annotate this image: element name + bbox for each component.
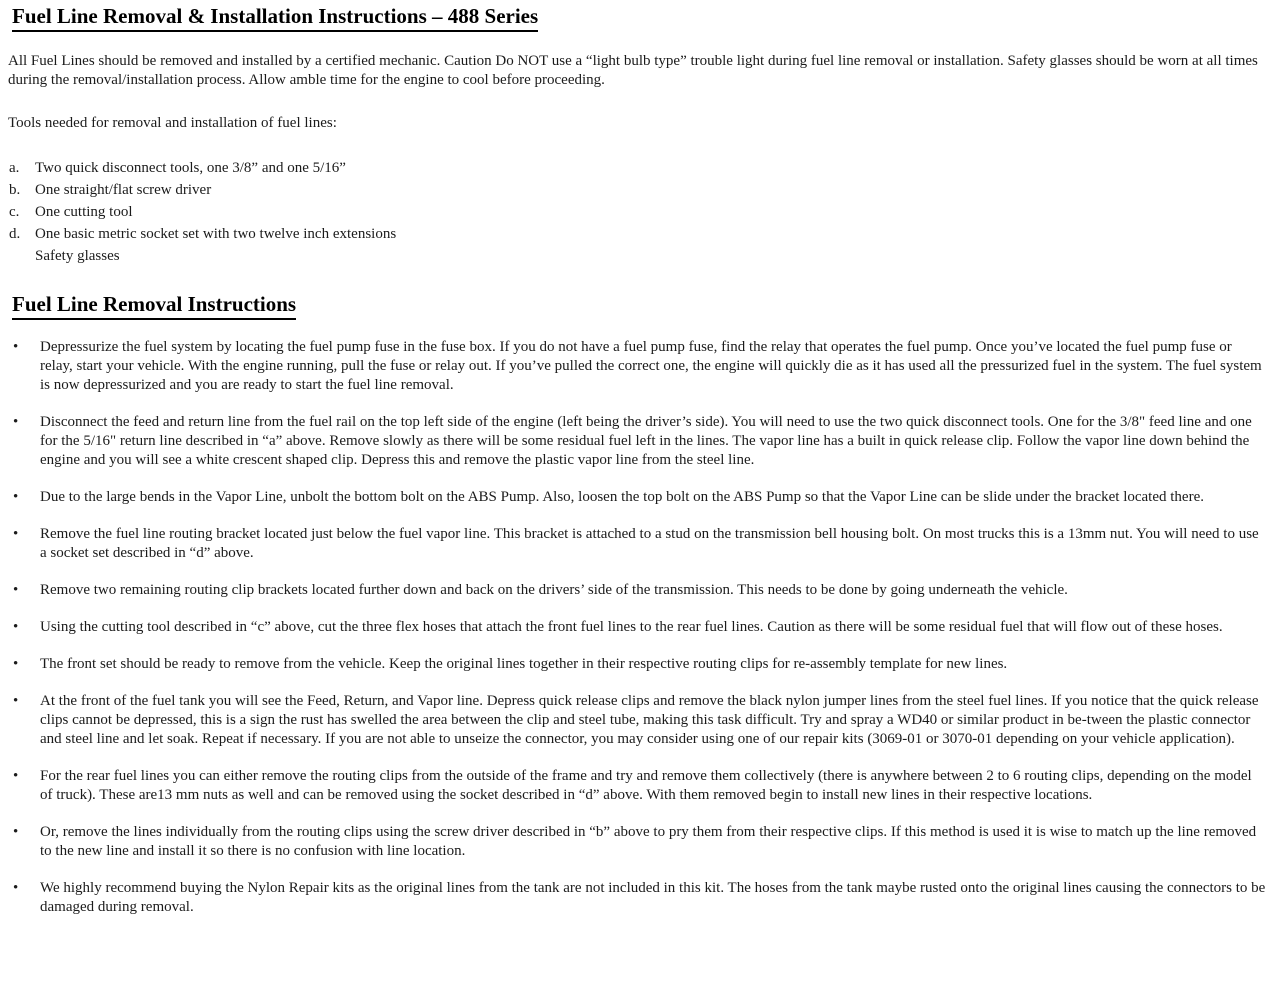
intro-paragraph: All Fuel Lines should be removed and installed by a certified mechanic. Caution Do NOT use a “light bulb type” trouble light during fuel line removal or installation. Safety glasses should be worn at all times during the removal/installation process. Allow amble time for the engine to cool before proceeding. bbox=[8, 53, 1258, 88]
tool-item-text: Safety glasses bbox=[35, 248, 120, 264]
tool-item-letter: b. bbox=[9, 182, 21, 198]
step-text: Remove two remaining routing clip brackets located further down and back on the drivers’ side of the transmission. This needs to be done by going underneath the vehicle. bbox=[40, 582, 1068, 598]
bullet-icon: • bbox=[13, 880, 19, 896]
step-item bbox=[8, 525, 1266, 563]
bullet-icon: • bbox=[13, 414, 19, 430]
step-text: Remove the fuel line routing bracket located just below the fuel vapor line. This bracket is attached to a stud on the transmission bell housing bolt. On most trucks this is a 13mm nut. You will need to use a socket set described in “d” above. bbox=[40, 526, 1259, 561]
bullet-icon: • bbox=[13, 824, 19, 840]
tool-item bbox=[8, 247, 1266, 266]
step-text: Depressurize the fuel system by locating the fuel pump fuse in the fuse box. If you do not have a fuel pump fuse, find the relay that operates the fuel pump. Once you’ve located the fuel pump fuse or relay, start your vehicle. With the engine running, pull the fuse or relay out. If you’ve pulled the correct one, the engine will quickly die as it has used all the pressurized fuel in the system. The fuel system is now depressurized and you are ready to start the fuel line removal. bbox=[40, 339, 1262, 393]
step-item bbox=[8, 823, 1266, 861]
tool-item bbox=[8, 181, 1266, 200]
tools-list-heading: Tools needed for removal and installation of fuel lines: bbox=[8, 115, 337, 131]
document-title-text: Fuel Line Removal & Installation Instructions – 488 Series bbox=[12, 4, 538, 32]
document-title bbox=[12, 4, 1266, 28]
tool-item-letter: d. bbox=[9, 226, 21, 242]
bullet-icon: • bbox=[13, 526, 19, 542]
step-item bbox=[8, 879, 1266, 917]
step-text: Due to the large bends in the Vapor Line, unbolt the bottom bolt on the ABS Pump. Also, loosen the top bolt on the ABS Pump so that the Vapor Line can be slide under the bracket located there. bbox=[40, 489, 1204, 505]
removal-steps-list bbox=[8, 338, 1266, 917]
step-text: Using the cutting tool described in “c” above, cut the three flex hoses that attach the front fuel lines to the rear fuel lines. Caution as there will be some residual fuel that will flow out of these hoses. bbox=[40, 619, 1223, 635]
step-item bbox=[8, 338, 1266, 395]
bullet-icon: • bbox=[13, 768, 19, 784]
tool-item-text: One cutting tool bbox=[35, 204, 133, 220]
step-item bbox=[8, 692, 1266, 749]
step-item bbox=[8, 767, 1266, 805]
bullet-icon: • bbox=[13, 489, 19, 505]
step-item bbox=[8, 655, 1266, 674]
step-text: The front set should be ready to remove from the vehicle. Keep the original lines together in their respective routing clips for re-assembly template for new lines. bbox=[40, 656, 1008, 672]
tool-item-text: One straight/flat screw driver bbox=[35, 182, 212, 198]
step-item bbox=[8, 413, 1266, 470]
step-text: We highly recommend buying the Nylon Repair kits as the original lines from the tank are not included in this kit. The hoses from the tank maybe rusted onto the original lines causing the connectors to be damaged during removal. bbox=[40, 880, 1266, 915]
tool-item bbox=[8, 225, 1266, 244]
tools-list bbox=[8, 159, 1266, 266]
step-item bbox=[8, 488, 1266, 507]
tool-item-text: Two quick disconnect tools, one 3/8” and one 5/16” bbox=[35, 160, 346, 176]
bullet-icon: • bbox=[13, 619, 19, 635]
bullet-icon: • bbox=[13, 693, 19, 709]
section-heading-text: Fuel Line Removal Instructions bbox=[12, 292, 296, 320]
tool-item bbox=[8, 203, 1266, 222]
tool-item-text: One basic metric socket set with two twelve inch extensions bbox=[35, 226, 397, 242]
step-item bbox=[8, 618, 1266, 637]
tool-item bbox=[8, 159, 1266, 178]
step-text: Disconnect the feed and return line from the fuel rail on the top left side of the engine (left being the driver’s side). You will need to use the two quick disconnect tools. One for the 3/8" feed line and one for the 5/16" return line described in “a” above. Remove slowly as there will be some residual fuel left in the lines. The vapor line has a built in quick release clip. Follow the vapor line down behind the engine and you will see a white crescent shaped clip. Depress this and remove the plastic vapor line from the steel line. bbox=[40, 414, 1252, 468]
bullet-icon: • bbox=[13, 582, 19, 598]
tool-item-letter: c. bbox=[9, 204, 20, 220]
step-text: For the rear fuel lines you can either remove the routing clips from the outside of the frame and try and remove them collectively (there is anywhere between 2 to 6 routing clips, depending on the model of truck). These are13 mm nuts as well and can be removed using the socket described in “d” above. With them removed begin to install new lines in their respective locations. bbox=[40, 768, 1252, 803]
bullet-icon: • bbox=[13, 656, 19, 672]
bullet-icon: • bbox=[13, 339, 19, 355]
step-text: Or, remove the lines individually from the routing clips using the screw driver described in “b” above to pry them from their respective clips. If this method is used it is wise to match up the line removed to the new line and install it so there is no confusion with line location. bbox=[40, 824, 1257, 859]
section-heading bbox=[12, 292, 1266, 316]
tool-item-letter: a. bbox=[9, 160, 20, 176]
step-item bbox=[8, 581, 1266, 600]
step-text: At the front of the fuel tank you will see the Feed, Return, and Vapor line. Depress quick release clips and remove the black nylon jumper lines from the steel fuel lines. If you notice that the quick release clips cannot be depressed, this is a sign the rust has swelled the area between the clip and steel tube, making this task difficult. Try and spray a WD40 or similar product in be-tween the plastic connector and steel line and let soak. Repeat if necessary. If you are not able to unseize the connector, you may consider using one of our repair kits (3069-01 or 3070-01 depending on your vehicle application). bbox=[40, 693, 1259, 747]
